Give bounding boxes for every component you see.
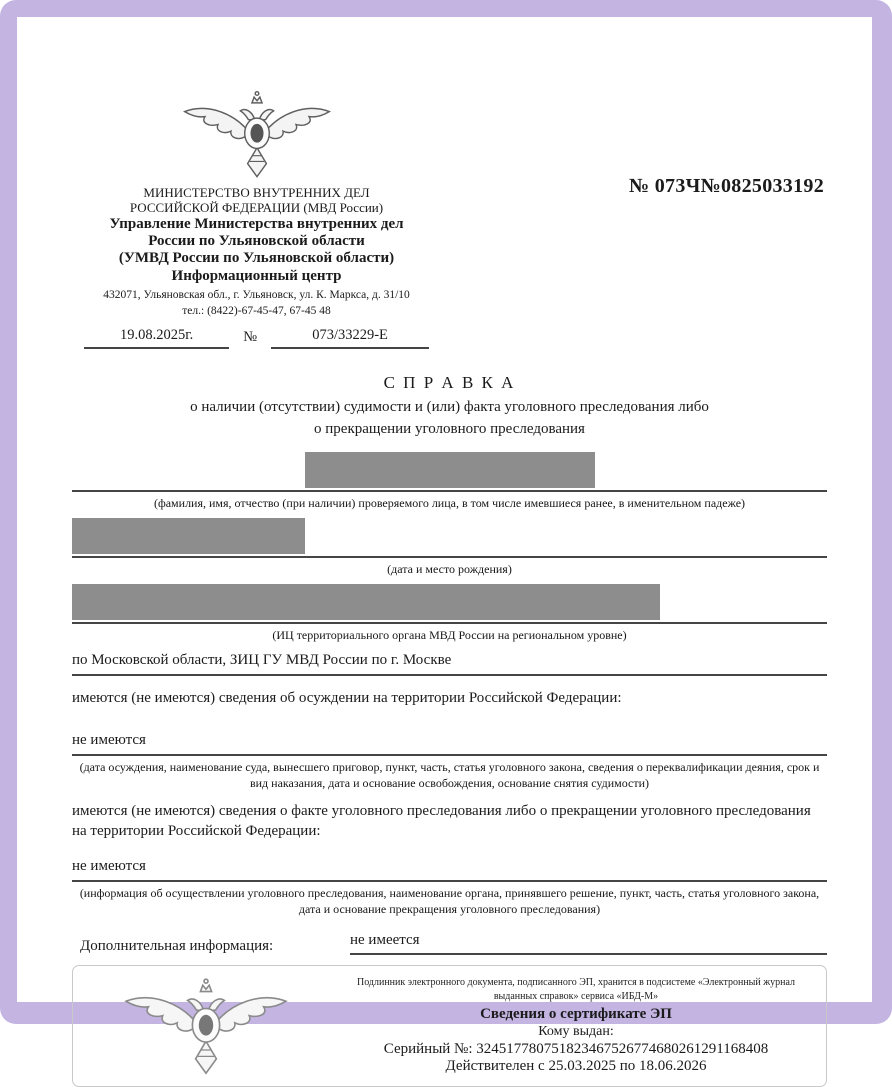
title-block (72, 373, 827, 441)
name-field-caption: (фамилия, имя, отчество (при наличии) проверяемого лица, в том числе имевшиеся ранее, в именительном падеже) (153, 495, 746, 510)
certificate-issued-to: Кому выдан: (538, 1024, 614, 1040)
org-phone: тел.: (8422)-67-45-47, 67-45 48 (182, 305, 331, 318)
prosecution-label: имеются (не имеются) сведения о факте уголовного преследования либо о прекращении уголовного преследования на территории Российской Федерации: (72, 803, 811, 840)
org-address: 432071, Ульяновская обл., г. Ульяновск, ул. К. Маркса, д. 31/10 (103, 289, 410, 302)
document-subtitle-line1: о наличии (отсутствии) судимости и (или) факта уголовного преследования либо (190, 399, 709, 416)
additional-info-value: не имеется (350, 932, 827, 955)
mvd-emblem-icon (173, 87, 341, 181)
additional-info-row (72, 932, 827, 955)
department-line2: России по Ульяновской области (148, 233, 365, 250)
certificate-emblem-area (73, 974, 338, 1078)
redaction-box-name (305, 452, 595, 488)
redaction-box-birth (72, 518, 305, 554)
conviction-value: не имеются (72, 732, 827, 756)
mvd-emblem-icon (115, 974, 297, 1078)
ministry-name-line2: РОССИЙСКОЙ ФЕДЕРАЦИИ (МВД России) (129, 200, 384, 216)
issuing-org-block (84, 17, 429, 349)
prosecution-caption: (информация об осуществлении уголовного преследования, наименование органа, принявшего решение, пункт, часть, статья уголовного закона, дата и основание прекращения уголовного преследования) (79, 885, 820, 916)
certificate-storage-note: Подлинник электронного документа, подписанного ЭП, хранится в подсистеме «Электронный журнал выданных справок» сервиса «ИБД-М» (356, 977, 796, 1002)
document-subtitle-line2: о прекращении уголовного преследования (314, 421, 585, 438)
ic-field-line (72, 584, 827, 624)
birth-field-caption: (дата и место рождения) (387, 562, 512, 577)
registration-number: 073/33229-Е (271, 327, 429, 349)
department-line4: Информационный центр (171, 267, 342, 284)
birth-field-line (72, 518, 827, 558)
additional-info-label: Дополнительная информация: (80, 937, 274, 954)
certificate-heading: Сведения о сертификате ЭП (480, 1006, 672, 1023)
department-line1: Управление Министерства внутренних дел (109, 215, 404, 232)
document-page (17, 17, 872, 1075)
certificate-serial-number: Серийный №: 324517780751823467526774680261291168408 (383, 1041, 769, 1058)
name-field-line (72, 452, 827, 492)
number-sign: № (243, 329, 258, 346)
document-number: № 073Ч№0825033192 (629, 175, 824, 197)
department-line3: (УМВД России по Ульяновской области) (118, 250, 395, 267)
certificate-details (338, 976, 826, 1075)
conviction-label: имеются (не имеются) сведения об осуждении на территории Российской Федерации: (72, 690, 622, 707)
certificate-validity: Действителен с 25.03.2025 по 18.06.2026 (445, 1058, 707, 1075)
document-title: С П Р А В К А (383, 373, 516, 393)
ministry-name-line1: МИНИСТЕРСТВО ВНУТРЕННИХ ДЕЛ (143, 185, 370, 200)
ic-field-caption: (ИЦ территориального органа МВД России на региональном уровне) (272, 628, 627, 643)
issue-date: 19.08.2025г. (84, 327, 229, 349)
redaction-box-ic (72, 584, 660, 620)
date-number-row (84, 327, 429, 349)
signature-certificate-box (72, 965, 827, 1087)
region-line: по Московской области, ЗИЦ ГУ МВД России по г. Москве (72, 652, 827, 676)
prosecution-value: не имеются (72, 858, 827, 882)
conviction-caption: (дата осуждения, наименование суда, вынесшего приговор, пункт, часть, статья уголовного закона, сведения о переквалификации деяния, срок и вид наказания, дата и основание освобождения, основание снятия судимости) (79, 759, 820, 790)
